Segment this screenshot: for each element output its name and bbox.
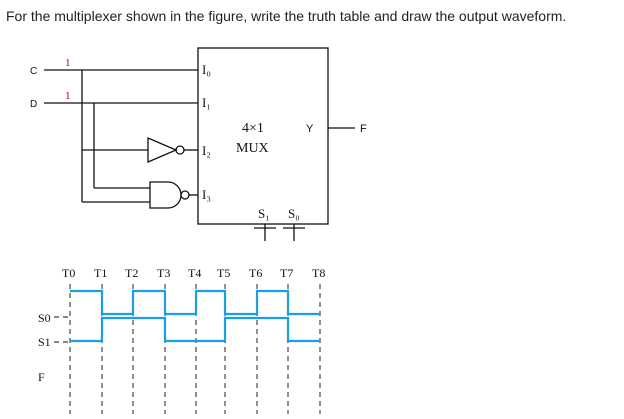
- figure-panel: [10, 36, 384, 419]
- input-c-label: C: [30, 66, 38, 77]
- pin-y: Y: [306, 123, 314, 135]
- time-label-t3: T3: [157, 266, 171, 280]
- output-f-label: F: [360, 123, 367, 135]
- inverter-gate: [148, 138, 176, 162]
- pin-i0: I₀: [202, 62, 211, 77]
- signal-label-s1: S1: [38, 335, 51, 349]
- input-d-label: D: [30, 99, 38, 110]
- pin-i3: I₃: [202, 187, 211, 202]
- mux-block: [198, 48, 328, 224]
- signal-label-f: F: [38, 370, 45, 384]
- input-d-value: 1: [65, 90, 71, 102]
- nand-bubble: [181, 191, 189, 199]
- waveform-s1: [70, 318, 320, 341]
- waveform-s0: [70, 291, 320, 314]
- time-label-t2: T2: [125, 266, 139, 280]
- time-label-t1: T1: [94, 266, 108, 280]
- mux-name-label: MUX: [236, 141, 269, 156]
- time-label-t4: T4: [188, 266, 202, 280]
- nand-gate: [150, 182, 181, 208]
- pin-i2: I₂: [202, 143, 211, 158]
- time-label-t8: T8: [312, 266, 326, 280]
- signal-label-s0: S0: [38, 311, 51, 325]
- input-c-value: 1: [65, 57, 71, 69]
- pin-i1: I₁: [202, 95, 211, 110]
- circuit-figure: [10, 36, 384, 419]
- mux-size-label: 4×1: [242, 121, 264, 136]
- pin-s1: S₁: [258, 206, 270, 221]
- time-label-t0: T0: [62, 266, 76, 280]
- question-text: For the multiplexer shown in the figure, write the truth table and draw the output waveform.: [6, 8, 567, 24]
- time-label-t5: T5: [217, 266, 231, 280]
- time-label-t6: T6: [249, 266, 263, 280]
- time-label-t7: T7: [280, 266, 294, 280]
- pin-s0: S₀: [288, 206, 300, 221]
